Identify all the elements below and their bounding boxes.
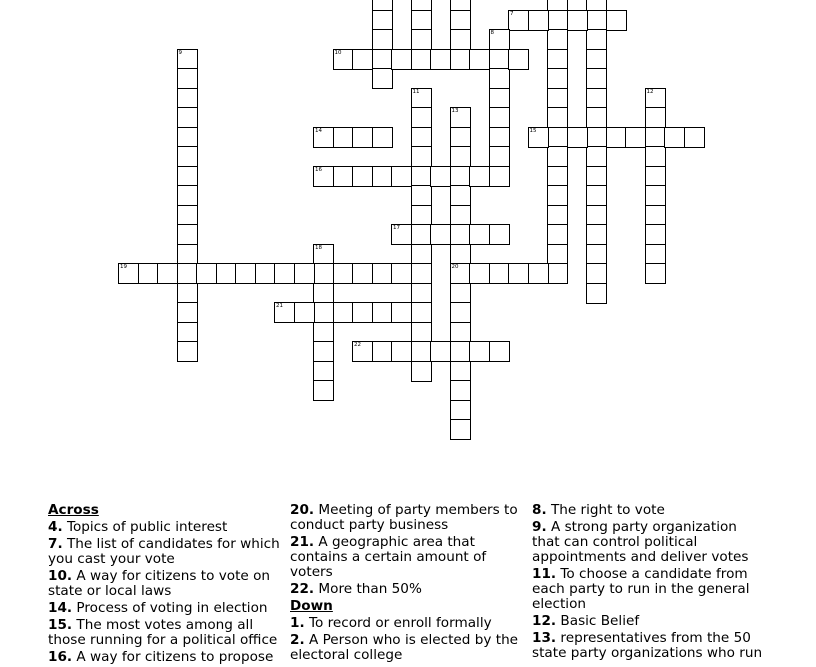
grid-cell[interactable] (391, 302, 412, 323)
grid-cell[interactable] (372, 127, 393, 148)
grid-cell[interactable] (352, 263, 373, 284)
clue-down-11: 11. To choose a candidate from each party to run in the general election (532, 566, 750, 612)
grid-cell[interactable] (508, 263, 529, 284)
across-heading: Across (48, 502, 99, 518)
clue-number: 12 (646, 88, 654, 95)
grid-cell[interactable] (606, 127, 627, 148)
grid-cell[interactable] (313, 127, 334, 148)
grid-cell[interactable] (450, 341, 471, 362)
grid-cell[interactable] (547, 10, 568, 31)
grid-cell[interactable] (645, 146, 666, 167)
grid-cell[interactable] (450, 146, 471, 167)
clue-down-13: 13. representatives from the 50 state party organizations who run (532, 630, 763, 661)
grid-cell[interactable] (547, 224, 568, 245)
grid-cell[interactable] (274, 302, 295, 323)
grid-cell[interactable] (391, 224, 412, 245)
grid-cell[interactable] (196, 263, 217, 284)
clue-across-20: 20. Meeting of party members to conduct party business (290, 502, 518, 533)
grid-cell[interactable] (567, 127, 588, 148)
grid-cell[interactable] (586, 10, 607, 31)
grid-cell[interactable] (411, 88, 432, 109)
grid-cell[interactable] (372, 263, 393, 284)
grid-cell[interactable] (645, 263, 666, 284)
grid-cell[interactable] (333, 49, 354, 70)
grid-cell[interactable] (372, 10, 393, 31)
grid-cell[interactable] (528, 127, 549, 148)
clue-number: 9 (178, 49, 182, 56)
clue-number: 20 (451, 264, 459, 270)
grid-cell[interactable] (450, 302, 471, 323)
clue-down-8: 8. The right to vote (532, 502, 665, 518)
grid-cell[interactable] (411, 29, 432, 50)
grid-cell[interactable] (450, 322, 471, 343)
clue-across-14: 14. Process of voting in election (48, 600, 268, 616)
grid-cell[interactable] (430, 341, 451, 362)
grid-cell[interactable] (391, 166, 412, 187)
grid-cell[interactable] (411, 263, 432, 284)
clues-column-2 (290, 503, 526, 665)
grid-cell[interactable] (177, 244, 198, 265)
clue-down-2: 2. A Person who is elected by the electoral college (290, 632, 519, 663)
grid-cell[interactable] (586, 88, 607, 109)
down-heading: Down (290, 598, 333, 614)
grid-cell[interactable] (333, 263, 354, 284)
clue-number: 13 (451, 108, 459, 114)
grid-cell[interactable] (450, 127, 471, 148)
grid-cell[interactable] (645, 88, 666, 109)
clue-number: 18 (315, 244, 322, 251)
grid-cell[interactable] (508, 10, 529, 31)
clue-number: 16 (315, 166, 322, 173)
grid-cell[interactable] (313, 283, 334, 304)
grid-cell[interactable] (528, 10, 549, 31)
clue-number: 15 (529, 127, 537, 134)
grid-cell[interactable] (450, 185, 471, 206)
grid-cell[interactable] (450, 29, 471, 50)
grid-cell[interactable] (450, 224, 471, 245)
grid-cell[interactable] (177, 68, 198, 89)
grid-cell[interactable] (411, 224, 432, 245)
grid-cell[interactable] (645, 205, 666, 226)
grid-cell[interactable] (411, 361, 432, 382)
grid-cell[interactable] (177, 283, 198, 304)
grid-cell[interactable] (450, 400, 471, 421)
grid-cell[interactable] (547, 88, 568, 109)
grid-cell[interactable] (372, 341, 393, 362)
grid-cell[interactable] (352, 302, 373, 323)
grid-cell[interactable] (450, 283, 471, 304)
grid-cell[interactable] (547, 185, 568, 206)
grid-cell[interactable] (469, 166, 490, 187)
grid-cell[interactable] (333, 302, 354, 323)
grid-cell[interactable] (586, 263, 607, 284)
grid-cell[interactable] (411, 49, 432, 70)
grid-cell[interactable] (177, 302, 198, 323)
grid-cell[interactable] (586, 49, 607, 70)
clue-number: 22 (354, 342, 361, 348)
grid-cell[interactable] (547, 166, 568, 187)
grid-cell[interactable] (684, 127, 705, 148)
grid-cell[interactable] (372, 166, 393, 187)
grid-cell[interactable] (313, 322, 334, 343)
clues-column-3 (532, 503, 768, 663)
grid-cell[interactable] (333, 127, 354, 148)
grid-cell[interactable] (411, 127, 432, 148)
grid-cell[interactable] (391, 49, 412, 70)
grid-cell[interactable] (411, 185, 432, 206)
grid-cell[interactable] (586, 29, 607, 50)
grid-cell[interactable] (177, 107, 198, 128)
clue-across-7: 7. The list of candidates for which you cast your vote (48, 536, 280, 567)
grid-cell[interactable] (177, 205, 198, 226)
grid-cell[interactable] (586, 107, 607, 128)
grid-cell[interactable] (411, 322, 432, 343)
grid-cell[interactable] (528, 263, 549, 284)
grid-cell[interactable] (177, 322, 198, 343)
grid-cell[interactable] (411, 244, 432, 265)
grid-cell[interactable] (372, 29, 393, 50)
grid-cell[interactable] (586, 146, 607, 167)
grid-cell[interactable] (645, 166, 666, 187)
grid-cell[interactable] (586, 244, 607, 265)
grid-cell[interactable] (567, 10, 588, 31)
clue-number: 19 (120, 264, 127, 270)
grid-cell[interactable] (625, 127, 646, 148)
grid-cell[interactable] (157, 263, 178, 284)
grid-cell[interactable] (430, 166, 451, 187)
grid-cell[interactable] (450, 244, 471, 265)
clue-across-16: 16. A way for citizens to propose (48, 649, 274, 665)
grid-cell[interactable] (177, 88, 198, 109)
clue-across-10: 10. A way for citizens to vote on state or local laws (48, 568, 271, 599)
grid-cell[interactable] (177, 185, 198, 206)
grid-cell[interactable] (391, 341, 412, 362)
grid-cell[interactable] (547, 146, 568, 167)
clue-number: 14 (315, 127, 322, 134)
grid-cell[interactable] (664, 127, 685, 148)
grid-cell[interactable] (547, 205, 568, 226)
grid-cell[interactable] (372, 68, 393, 89)
grid-cell[interactable] (352, 341, 373, 362)
clue-down-9: 9. A strong party organization that can control political appointments and deliver votes (532, 519, 749, 565)
grid-cell[interactable] (177, 166, 198, 187)
clue-number: 8 (490, 30, 494, 36)
clue-number: 11 (412, 88, 420, 95)
clue-across-21: 21. A geographic area that contains a certain amount of voters (290, 534, 487, 580)
grid-cell[interactable] (313, 361, 334, 382)
grid-cell[interactable] (586, 68, 607, 89)
grid-cell[interactable] (118, 263, 139, 284)
clue-number: 21 (276, 303, 283, 309)
grid-cell[interactable] (430, 49, 451, 70)
grid-cell[interactable] (450, 10, 471, 31)
grid-cell[interactable] (352, 127, 373, 148)
grid-cell[interactable] (235, 263, 256, 284)
grid-cell[interactable] (450, 49, 471, 70)
grid-cell[interactable] (469, 341, 490, 362)
grid-cell[interactable] (313, 263, 334, 284)
grid-cell[interactable] (469, 263, 490, 284)
grid-cell[interactable] (547, 244, 568, 265)
clue-number: 10 (334, 49, 342, 56)
grid-cell[interactable] (489, 88, 510, 109)
grid-cell[interactable] (177, 127, 198, 148)
grid-cell[interactable] (313, 341, 334, 362)
grid-cell[interactable] (177, 263, 198, 284)
grid-cell[interactable] (313, 302, 334, 323)
grid-cell[interactable] (547, 68, 568, 89)
grid-cell[interactable] (489, 127, 510, 148)
grid-cell[interactable] (391, 263, 412, 284)
grid-cell[interactable] (177, 341, 198, 362)
grid-cell[interactable] (645, 107, 666, 128)
grid-cell[interactable] (430, 224, 451, 245)
grid-cell[interactable] (547, 29, 568, 50)
grid-cell[interactable] (586, 185, 607, 206)
grid-cell[interactable] (411, 302, 432, 323)
grid-cell[interactable] (450, 361, 471, 382)
grid-cell[interactable] (489, 166, 510, 187)
grid-cell[interactable] (489, 263, 510, 284)
clues-column-1 (48, 503, 284, 667)
grid-cell[interactable] (450, 263, 471, 284)
grid-cell[interactable] (294, 263, 315, 284)
grid-cell[interactable] (489, 146, 510, 167)
clue-across-22: 22. More than 50% (290, 581, 422, 597)
grid-cell[interactable] (450, 380, 471, 401)
grid-cell[interactable] (606, 10, 627, 31)
grid-cell[interactable] (274, 263, 295, 284)
grid-cell[interactable] (586, 224, 607, 245)
grid-cell[interactable] (586, 205, 607, 226)
grid-cell[interactable] (177, 146, 198, 167)
grid-cell[interactable] (489, 107, 510, 128)
clue-down-1: 1. To record or enroll formally (290, 615, 492, 631)
grid-cell[interactable] (411, 283, 432, 304)
clue-number: 7 (510, 10, 514, 17)
grid-cell[interactable] (469, 49, 490, 70)
grid-cell[interactable] (372, 49, 393, 70)
grid-cell[interactable] (313, 244, 334, 265)
grid-cell[interactable] (352, 49, 373, 70)
grid-cell[interactable] (313, 380, 334, 401)
grid-cell[interactable] (450, 205, 471, 226)
grid-cell[interactable] (586, 127, 607, 148)
grid-cell[interactable] (489, 49, 510, 70)
grid-cell[interactable] (547, 127, 568, 148)
grid-cell[interactable] (372, 302, 393, 323)
grid-cell[interactable] (177, 224, 198, 245)
grid-cell[interactable] (450, 166, 471, 187)
grid-cell[interactable] (547, 263, 568, 284)
grid-cell[interactable] (586, 283, 607, 304)
grid-cell[interactable] (547, 49, 568, 70)
grid-cell[interactable] (411, 107, 432, 128)
clue-across-15: 15. The most votes among all those running for a political office (48, 617, 278, 648)
grid-cell[interactable] (352, 166, 373, 187)
grid-cell[interactable] (216, 263, 237, 284)
grid-cell[interactable] (138, 263, 159, 284)
grid-cell[interactable] (411, 166, 432, 187)
grid-cell[interactable] (645, 244, 666, 265)
clue-number: 17 (393, 225, 400, 231)
grid-cell[interactable] (489, 224, 510, 245)
grid-cell[interactable] (645, 224, 666, 245)
grid-cell[interactable] (489, 29, 510, 50)
grid-cell[interactable] (450, 107, 471, 128)
grid-cell[interactable] (177, 49, 198, 70)
grid-cell[interactable] (255, 263, 276, 284)
grid-cell[interactable] (411, 341, 432, 362)
grid-cell[interactable] (313, 166, 334, 187)
grid-cell[interactable] (489, 341, 510, 362)
grid-cell[interactable] (333, 166, 354, 187)
clue-across-4: 4. Topics of public interest (48, 519, 228, 535)
grid-cell[interactable] (508, 49, 529, 70)
grid-cell[interactable] (411, 146, 432, 167)
grid-cell[interactable] (547, 107, 568, 128)
grid-cell[interactable] (469, 224, 490, 245)
grid-cell[interactable] (645, 127, 666, 148)
clue-down-12: 12. Basic Belief (532, 613, 640, 629)
grid-cell[interactable] (294, 302, 315, 323)
grid-cell[interactable] (450, 419, 471, 440)
grid-cell[interactable] (411, 10, 432, 31)
grid-cell[interactable] (586, 166, 607, 187)
grid-cell[interactable] (489, 68, 510, 89)
grid-cell[interactable] (411, 205, 432, 226)
grid-cell[interactable] (645, 185, 666, 206)
